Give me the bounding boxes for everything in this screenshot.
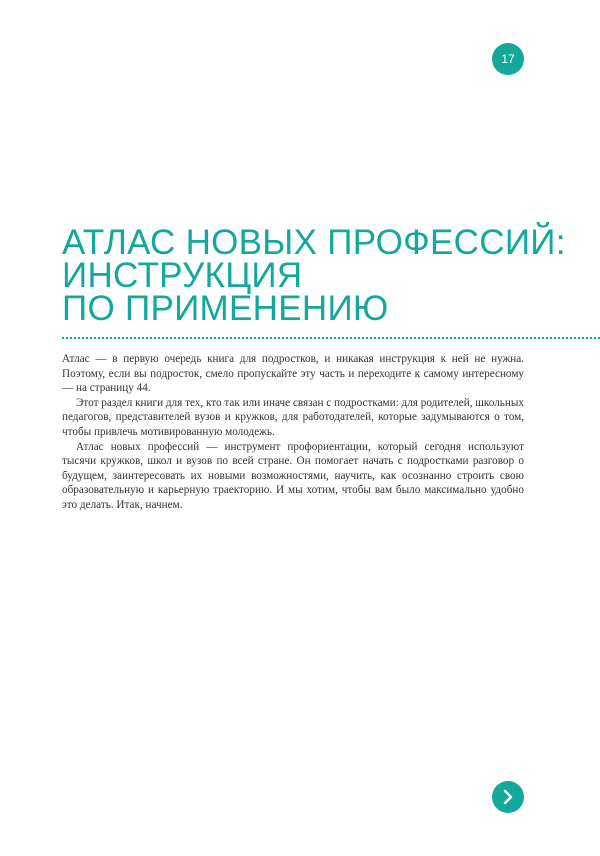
page-title (62, 223, 566, 328)
paragraph: Атлас — в первую очередь книга для подростков, и никакая инструкция к ней не нужна. Поэтому, если вы подросток, смело пропускайте эту часть и переходите к самому интересному — на страницу 44. (62, 353, 524, 395)
paragraph: Атлас новых профессий — инструмент профориентации, который сегодня используют тысячи кружков, школ и вузов по всей стране. Он помогает начать с подростками разговор о будущем, заинтересовать их новыми возможностями, научить, как осознанно строить свою образовательную и карьерную траекторию. И мы хотим, чтобы вам было максимально удобно это делать. Итак, начнем. (62, 440, 524, 511)
next-page-button[interactable] (492, 781, 524, 813)
chevron-right-icon (501, 789, 515, 805)
page-number: 17 (501, 52, 515, 66)
dotted-divider (62, 337, 600, 339)
page-number-badge (492, 43, 524, 75)
paragraph: Этот раздел книги для тех, кто так или иначе связан с подростками: для родителей, школьных педагогов, представителей вузов и кружков, для работодателей, которые задумываются о том, чтобы привлечь мотивированную молодежь. (62, 396, 524, 438)
title-line-1: АТЛАС НОВЫХ ПРОФЕССИЙ: (62, 223, 566, 262)
title-line-3: ПО ПРИМЕНЕНИЮ (62, 289, 389, 328)
title-line-2: ИНСТРУКЦИЯ (62, 256, 303, 295)
body-text (62, 352, 524, 513)
